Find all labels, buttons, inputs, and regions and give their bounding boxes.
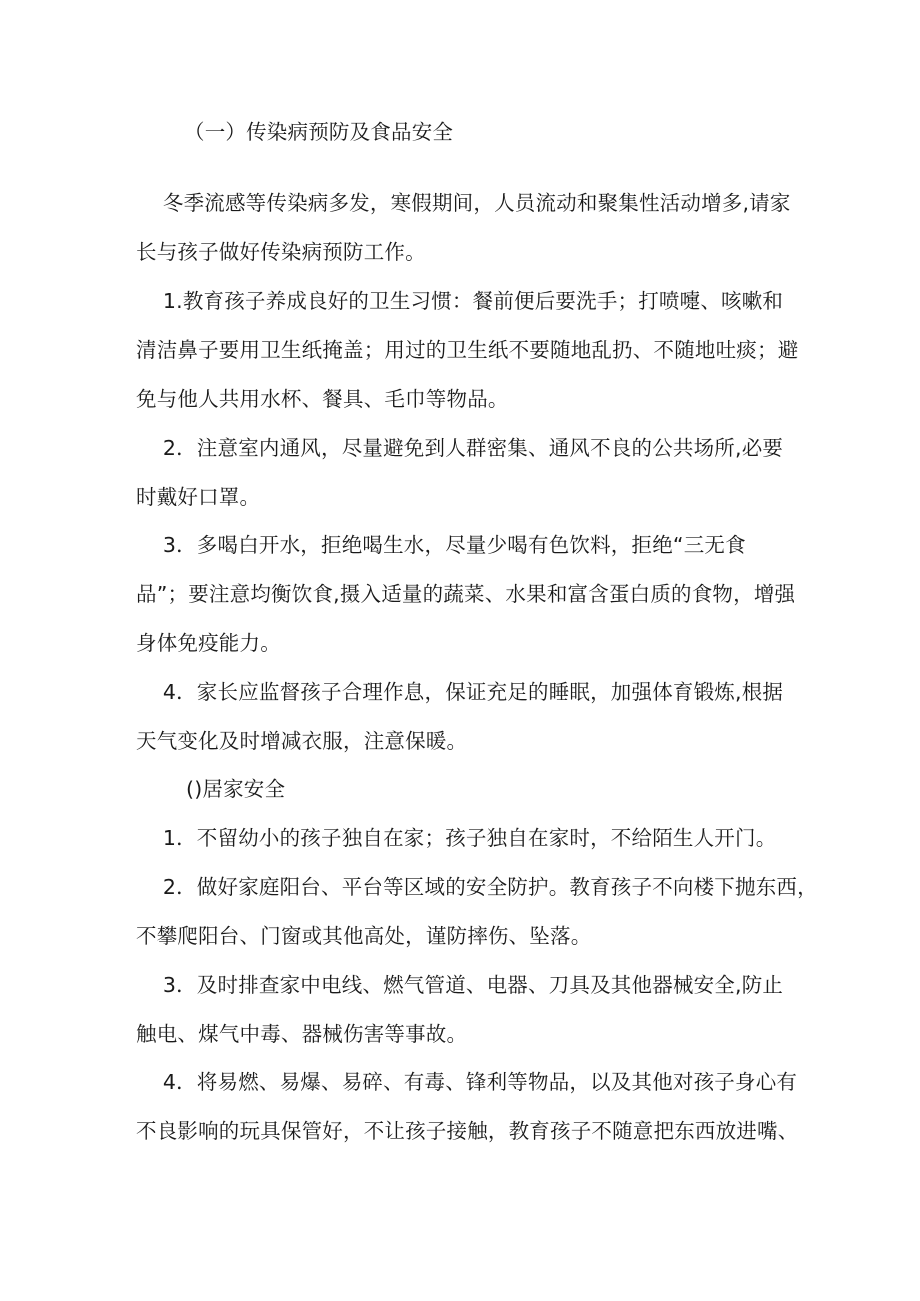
paragraph-item-1: 1.教育孩子养成良好的卫生习惯：餐前便后要洗手；打喷嚏、咳嗽和 清洁鼻子要用卫生纸掩盖；用过的卫生纸不要随地乱扔、不随地吐痰；避 免与他人共用水杯、餐具、毛巾等物品。 xyxy=(136,289,799,411)
paragraph-item-3: 3．多喝白开水，拒绝喝生水，尽量少喝有色饮料，拒绝“三无食 品”；要注意均衡饮食,摄入适量的蔬菜、水果和富含蛋白质的食物，增强 身体免疫能力。 xyxy=(136,533,796,655)
section-heading-disease-prevention: （一）传染病预防及食品安全 xyxy=(184,120,454,144)
intro-paragraph: 冬季流感等传染病多发，寒假期间，人员流动和聚集性活动增多,请家 长与孩子做好传染病预防工作。 xyxy=(136,191,791,264)
home-safety-item-3: 3．及时排查家中电线、燃气管道、电器、刀具及其他器械安全,防止 触电、煤气中毒、器械伤害等事故。 xyxy=(136,973,784,1046)
home-safety-item-2: 2．做好家庭阳台、平台等区域的安全防护。教育孩子不向楼下抛东西， 不攀爬阳台、门窗或其他高处，谨防摔伤、坠落。 xyxy=(136,875,818,948)
paragraph-item-4: 4．家长应监督孩子合理作息，保证充足的睡眠，加强体育锻炼,根据 天气变化及时增减衣服，注意保暖。 xyxy=(136,680,784,753)
home-safety-item-1: 1．不留幼小的孩子独自在家；孩子独自在家时，不给陌生人开门。 xyxy=(136,826,777,850)
section-heading-home-safety: ()居家安全 xyxy=(186,777,286,801)
home-safety-item-4: 4．将易燃、易爆、易碎、有毒、锋利等物品，以及其他对孩子身心有 不良影响的玩具保管好，不让孩子接触，教育孩子不随意把东西放进嘴、 xyxy=(136,1070,799,1143)
paragraph-item-2: 2．注意室内通风，尽量避免到人群密集、通风不良的公共场所,必要 时戴好口罩。 xyxy=(136,436,784,509)
